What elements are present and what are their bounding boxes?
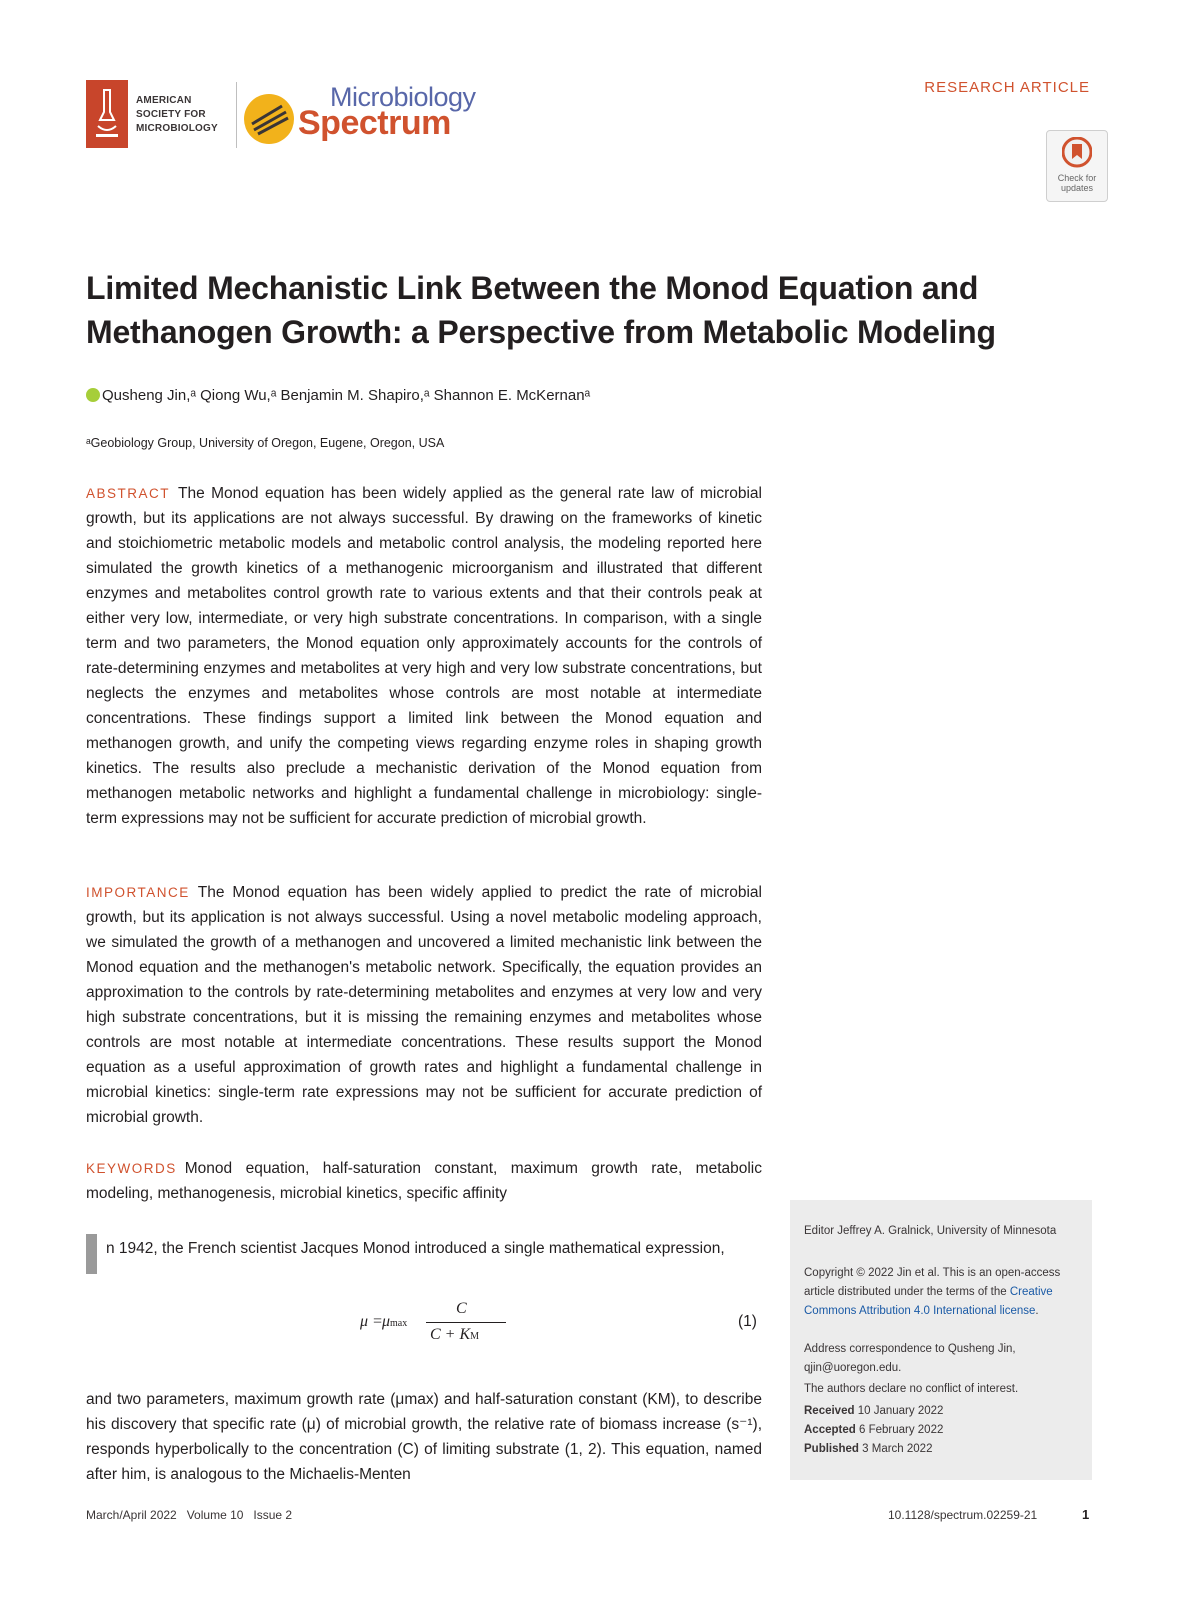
- check-updates-label: Check for updates: [1057, 173, 1097, 193]
- received-date: Received 10 January 2022: [804, 1405, 944, 1417]
- abstract: [86, 481, 762, 831]
- journal-name-bottom: Spectrum: [298, 104, 451, 142]
- equation-mu-max: μmax: [382, 1313, 408, 1330]
- logo-divider: [236, 82, 237, 148]
- article-type: RESEARCH ARTICLE: [924, 79, 1090, 96]
- asm-logo: [86, 80, 230, 150]
- importance-text: The Monod equation has been widely applied to predict the rate of microbial growth, but its application is not always successful. Using a novel metabolic modeling approach, we simulated the growth of a methanogen and uncovered a limited mechanistic link between the Monod equation and the methanogen's metabolic network. Specifically, the equation provides an approximation to the controls by rate-determining metabolites and enzymes at very low and very high substrate concentrations, but it is missing the remaining enzymes and metabolites whose controls are most notable at intermediate concentrations. These results support the Monod equation as a useful approximation of growth rates and highlight a fundamental challenge in microbial kinetics: single-term rate expressions may not be sufficient for accurate prediction of microbial growth.: [86, 884, 762, 1126]
- author-list: [86, 387, 590, 404]
- article-title: Limited Mechanistic Link Between the Monod Equation and Methanogen Growth: a Perspective from Metabolic Modeling: [86, 270, 996, 350]
- body-paragraph-2: and two parameters, maximum growth rate (μmax) and half-saturation constant (KM), to describe his discovery that specific rate (μ) of microbial growth, the relative rate of biomass increase (s⁻¹), responds hyperbolically to the concentration (C) of limiting substrate (1, 2). This equation, named after him, is analogous to the Michaelis-Menten: [86, 1391, 762, 1483]
- accepted-date: Accepted 6 February 2022: [804, 1424, 944, 1436]
- importance: [86, 880, 762, 1130]
- doi[interactable]: 10.1128/spectrum.02259-21: [888, 1508, 1038, 1522]
- orcid-icon[interactable]: [86, 388, 100, 402]
- affiliation: ᵃGeobiology Group, University of Oregon, Eugene, Oregon, USA: [86, 436, 445, 450]
- conflict-note: The authors declare no conflict of interest.: [804, 1383, 1019, 1395]
- issue-info: March/April 2022 Volume 10 Issue 2: [86, 1508, 293, 1522]
- asm-microscope-icon: [86, 80, 128, 148]
- abstract-label: ABSTRACT: [86, 486, 171, 501]
- published-date: Published 3 March 2022: [804, 1443, 933, 1455]
- keywords: [86, 1156, 762, 1206]
- drop-cap: [86, 1234, 97, 1274]
- check-updates-button[interactable]: [1046, 130, 1108, 202]
- keywords-label: KEYWORDS: [86, 1161, 177, 1176]
- journal-emblem-icon: [242, 92, 296, 146]
- body-paragraph-1: n 1942, the French scientist Jacques Monod introduced a single mathematical expression,: [106, 1240, 725, 1257]
- copyright-note: Copyright © 2022 Jin et al. This is an open-access article distributed under the terms of the Creative Commons Attribution 4.0 International license.: [804, 1267, 1061, 1317]
- license-link[interactable]: Creative Commons Attribution 4.0 International license: [804, 1286, 1053, 1317]
- editor-note: Editor Jeffrey A. Gralnick, University of Minnesota: [804, 1225, 1057, 1237]
- abstract-text: The Monod equation has been widely applied as the general rate law of microbial growth, but its applications are not always successful. By drawing on the frameworks of kinetic and stoichiometric metabolic models and metabolic control analysis, the modeling reported here simulated the growth kinetics of a methanogenic microorganism and illustrated that different enzymes and metabolites control growth rate to various extents and that their controls peak at either very low, intermediate, or very high substrate concentrations. In comparison, with a single term and two parameters, the Monod equation only approximately accounts for the controls of rate-determining enzymes and metabolites at very high and very low substrate concentrations, but neglects the enzymes and metabolites whose controls are most notable at intermediate concentrations. These findings support a limited link between the Monod equation and methanogen growth, and unify the competing views regarding enzyme roles in shaping growth kinetics. The results also preclude a mechanistic derivation of the Monod equation from methanogen metabolic networks and highlight a fundamental challenge in microbiology: single-term expressions may not be sufficient for accurate prediction of microbial growth.: [86, 485, 762, 827]
- monod-equation: [360, 1300, 560, 1346]
- authors-text: Qusheng Jin,ᵃ Qiong Wu,ᵃ Benjamin M. Shapiro,ᵃ Shannon E. McKernanᵃ: [102, 387, 591, 404]
- society-name: AMERICAN SOCIETY FOR MICROBIOLOGY: [136, 95, 218, 134]
- equation-lhs: μ =: [360, 1313, 383, 1330]
- bookmark-icon: [1062, 137, 1092, 174]
- equation-number: (1): [738, 1313, 757, 1330]
- fraction-bar: [426, 1322, 506, 1323]
- article-info-sidebar: [790, 1200, 1092, 1480]
- importance-label: IMPORTANCE: [86, 885, 190, 900]
- keywords-text: Monod equation, half-saturation constant, maximum growth rate, metabolic modeling, methanogenesis, microbial kinetics, specific affinity: [86, 1160, 762, 1202]
- equation-numerator: C: [456, 1300, 467, 1317]
- journal-name-top: Microbiology: [330, 82, 476, 112]
- equation-denominator: C + KM: [430, 1326, 480, 1343]
- correspondence-note: Address correspondence to Qusheng Jin, qjin@uoregon.edu.: [804, 1343, 1016, 1374]
- page-number: 1: [1082, 1507, 1090, 1522]
